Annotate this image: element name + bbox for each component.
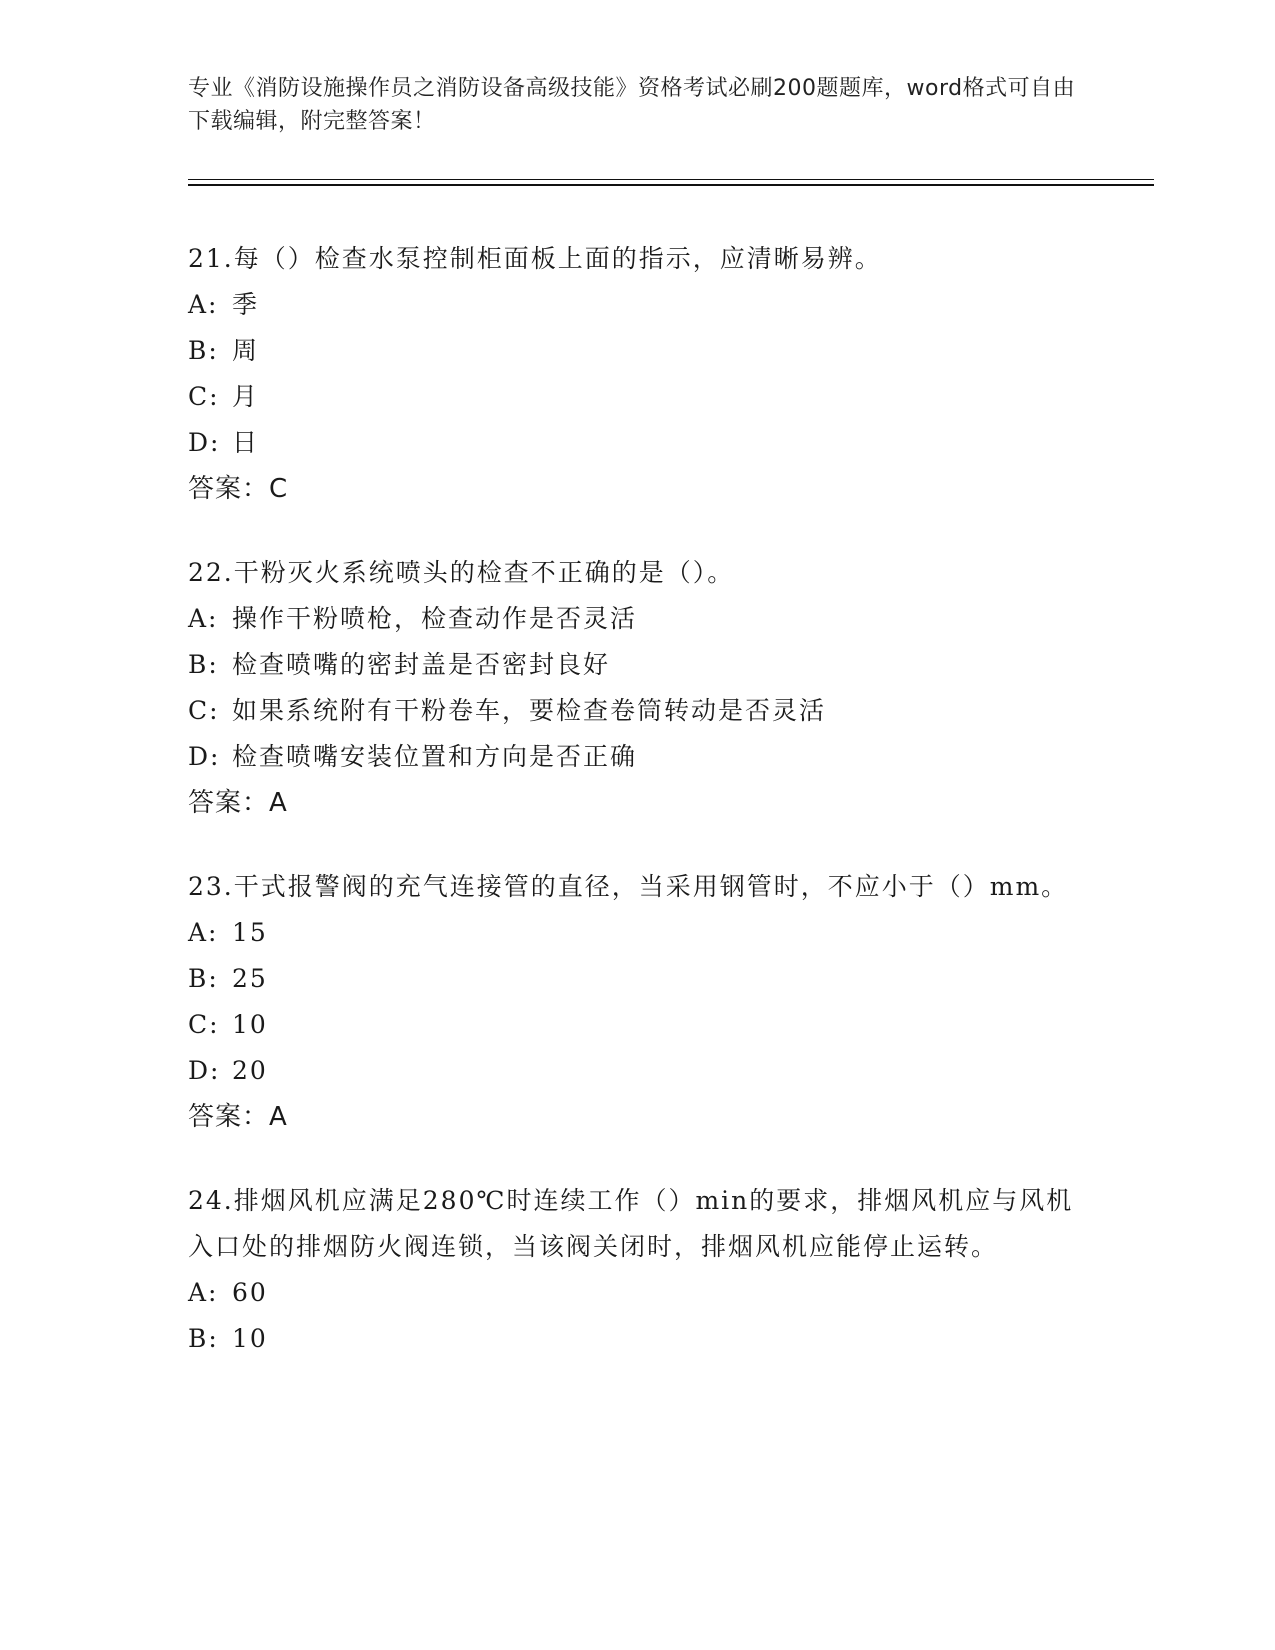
option-key: B: bbox=[188, 650, 219, 679]
option-text: 25 bbox=[232, 964, 268, 993]
question-24 bbox=[188, 1178, 1088, 1362]
answer-line: 答案：A bbox=[188, 1102, 288, 1132]
option-key: D: bbox=[188, 742, 221, 771]
option-b bbox=[188, 328, 1088, 374]
option-key: A: bbox=[188, 604, 219, 633]
option-key: C: bbox=[188, 382, 220, 411]
option-b bbox=[188, 956, 1088, 1002]
option-key: D: bbox=[188, 1056, 221, 1085]
question-21 bbox=[188, 236, 1088, 512]
option-text: 20 bbox=[232, 1056, 268, 1085]
option-text: 日 bbox=[232, 428, 260, 457]
option-b bbox=[188, 642, 1088, 688]
question-stem: 24.排烟风机应满足280℃时连续工作（）min的要求，排烟风机应与风机入口处的排烟防火阀连锁，当该阀关闭时，排烟风机应能停止运转。 bbox=[188, 1186, 1074, 1261]
question-stem: 23.干式报警阀的充气连接管的直径，当采用钢管时，不应小于（）mm。 bbox=[188, 872, 1069, 901]
option-key: C: bbox=[188, 1010, 220, 1039]
option-c bbox=[188, 374, 1088, 420]
option-text: 如果系统附有干粉卷车，要检查卷筒转动是否灵活 bbox=[232, 696, 827, 725]
option-text: 60 bbox=[232, 1278, 268, 1307]
option-key: A: bbox=[188, 290, 219, 319]
question-22 bbox=[188, 550, 1088, 826]
option-text: 月 bbox=[232, 382, 260, 411]
option-text: 检查喷嘴安装位置和方向是否正确 bbox=[232, 742, 638, 771]
header-divider-bottom bbox=[188, 184, 1154, 186]
option-key: B: bbox=[188, 1324, 219, 1353]
question-list bbox=[188, 236, 1088, 1400]
question-stem: 22.干粉灭火系统喷头的检查不正确的是（）。 bbox=[188, 558, 735, 587]
question-stem: 21.每（）检查水泵控制柜面板上面的指示，应清晰易辨。 bbox=[188, 244, 882, 273]
answer-line: 答案：A bbox=[188, 788, 288, 818]
option-b bbox=[188, 1316, 1088, 1362]
option-key: A: bbox=[188, 918, 219, 947]
option-text: 检查喷嘴的密封盖是否密封良好 bbox=[232, 650, 611, 679]
option-d bbox=[188, 1048, 1088, 1094]
option-a bbox=[188, 1270, 1088, 1316]
header-divider-top bbox=[188, 179, 1154, 180]
option-a bbox=[188, 596, 1088, 642]
option-text: 季 bbox=[232, 290, 260, 319]
option-a bbox=[188, 910, 1088, 956]
option-c bbox=[188, 688, 1088, 734]
option-text: 10 bbox=[232, 1010, 268, 1039]
option-key: C: bbox=[188, 696, 220, 725]
option-text: 15 bbox=[232, 918, 268, 947]
question-23 bbox=[188, 864, 1088, 1140]
option-d bbox=[188, 420, 1088, 466]
option-key: D: bbox=[188, 428, 221, 457]
option-text: 10 bbox=[232, 1324, 268, 1353]
option-a bbox=[188, 282, 1088, 328]
option-text: 操作干粉喷枪，检查动作是否灵活 bbox=[232, 604, 638, 633]
option-key: A: bbox=[188, 1278, 219, 1307]
option-text: 周 bbox=[232, 336, 260, 365]
option-c bbox=[188, 1002, 1088, 1048]
answer-line: 答案：C bbox=[188, 474, 289, 504]
option-key: B: bbox=[188, 964, 219, 993]
option-d bbox=[188, 734, 1088, 780]
document-header: 专业《消防设施操作员之消防设备高级技能》资格考试必刷200题题库，word格式可自由下载编辑，附完整答案！ bbox=[188, 76, 1076, 134]
option-key: B: bbox=[188, 336, 219, 365]
